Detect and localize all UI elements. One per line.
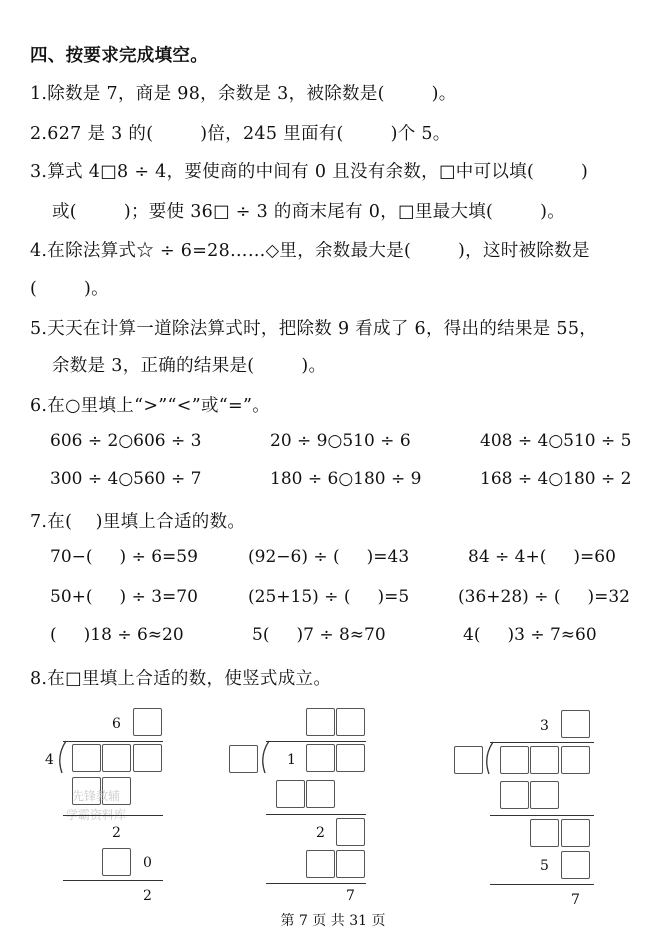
question-3-line1: 3.算式 4□8 ÷ 4，要使商的中间有 0 且没有余数，□中可以填( ): [30, 162, 589, 182]
answer-box[interactable]: [454, 746, 483, 774]
question-2: 2.627 是 3 的( )倍，245 里面有( )个 5。: [30, 124, 451, 144]
answer-box[interactable]: [500, 746, 529, 774]
division-bracket: [54, 740, 68, 774]
q7-expr: 70−( ) ÷ 6=59: [50, 547, 198, 567]
answer-box[interactable]: [102, 848, 131, 876]
answer-box[interactable]: [530, 746, 559, 774]
q6-expr: 20 ÷ 9○510 ÷ 6: [270, 431, 411, 451]
q6-expr: 300 ÷ 4○560 ÷ 7: [50, 469, 202, 489]
answer-box[interactable]: [530, 819, 559, 847]
answer-box[interactable]: [306, 708, 335, 736]
q6-expr: 168 ÷ 4○180 ÷ 2: [480, 469, 632, 489]
division-bracket: [481, 741, 495, 775]
question-3-line2: 或( )；要使 36□ ÷ 3 的商末尾有 0，□里最大填( )。: [52, 202, 565, 222]
q7-expr: (36+28) ÷ ( )=32: [458, 587, 630, 607]
answer-box[interactable]: [336, 818, 365, 846]
q6-expr: 408 ÷ 4○510 ÷ 5: [480, 431, 632, 451]
q7-expr: (92−6) ÷ ( )=43: [248, 547, 410, 567]
answer-box[interactable]: [336, 850, 365, 878]
q6-expr: 180 ÷ 6○180 ÷ 9: [270, 469, 422, 489]
a-quotient-digit: 6: [112, 716, 121, 732]
question-4-line1: 4.在除法算式☆ ÷ 6=28……◇里，余数最大是( )，这时被除数是: [30, 241, 590, 261]
answer-box[interactable]: [306, 780, 335, 808]
answer-box[interactable]: [229, 745, 258, 773]
c-remainder-digit: 7: [571, 892, 580, 908]
answer-box[interactable]: [561, 819, 590, 847]
a-divisor-digit: 4: [45, 752, 54, 768]
watermark: 学霸资料库: [66, 808, 127, 822]
q7-expr: 4( )3 ÷ 7≈60: [463, 625, 597, 645]
answer-box[interactable]: [561, 851, 590, 879]
answer-box[interactable]: [500, 781, 529, 809]
division-bracket: [257, 740, 271, 774]
b-remainder-digit: 7: [346, 888, 355, 904]
question-4-line2: ( )。: [30, 279, 109, 299]
answer-box[interactable]: [276, 780, 305, 808]
question-1: 1.除数是 7，商是 98，余数是 3，被除数是( )。: [30, 84, 457, 104]
answer-box[interactable]: [102, 744, 131, 772]
answer-box[interactable]: [336, 744, 365, 772]
question-7: 7.在( )里填上合适的数。: [30, 512, 246, 532]
c-quotient-digit: 3: [540, 718, 549, 734]
answer-box[interactable]: [133, 744, 162, 772]
answer-box[interactable]: [561, 710, 590, 738]
a-row3-digit: 2: [112, 825, 121, 841]
question-5-line1: 5.天天在计算一道除法算式时，把除数 9 看成了 6，得出的结果是 55，: [30, 319, 598, 339]
a-remainder-digit: 2: [143, 888, 152, 904]
c-row4-digit: 5: [540, 858, 549, 874]
q7-expr: (25+15) ÷ ( )=5: [248, 587, 410, 607]
question-5-line2: 余数是 3，正确的结果是( )。: [52, 356, 327, 376]
q7-expr: 84 ÷ 4+( )=60: [468, 547, 616, 567]
b-row3-digit: 2: [316, 825, 325, 841]
q7-expr: 5( )7 ÷ 8≈70: [252, 625, 386, 645]
answer-box[interactable]: [530, 781, 559, 809]
b-row1-digit: 1: [287, 752, 296, 768]
answer-box[interactable]: [306, 744, 335, 772]
q7-expr: ( )18 ÷ 6≈20: [50, 625, 184, 645]
watermark: 先锋教辅: [72, 789, 121, 803]
q7-expr: 50+( ) ÷ 3=70: [50, 587, 198, 607]
a-row4-digit: 0: [143, 855, 152, 871]
page-footer: 第 7 页 共 31 页: [280, 913, 386, 929]
answer-box[interactable]: [336, 708, 365, 736]
answer-box[interactable]: [133, 708, 162, 736]
question-8: 8.在□里填上合适的数，使竖式成立。: [30, 669, 332, 689]
q6-expr: 606 ÷ 2○606 ÷ 3: [50, 431, 202, 451]
question-6: 6.在○里填上“>”“<”或“=”。: [30, 396, 271, 416]
answer-box[interactable]: [561, 746, 590, 774]
answer-box[interactable]: [72, 744, 101, 772]
section-title: 四、按要求完成填空。: [30, 46, 208, 66]
answer-box[interactable]: [306, 850, 335, 878]
